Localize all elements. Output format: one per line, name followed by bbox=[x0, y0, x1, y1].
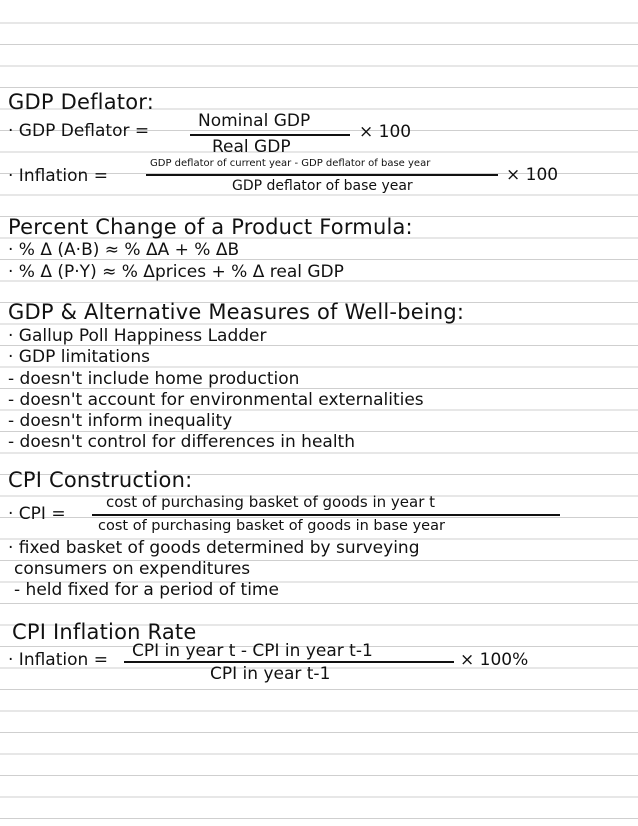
list-item: - doesn't inform inequality bbox=[8, 411, 233, 431]
cpi-construction-heading: CPI Construction: bbox=[8, 468, 193, 492]
inflation-deflator-numerator: GDP deflator of current year - GDP deflator of base year bbox=[150, 158, 431, 169]
percent-change-heading: Percent Change of a Product Formula: bbox=[8, 215, 413, 239]
cpi-inflation-denominator: CPI in year t-1 bbox=[210, 664, 331, 684]
cpi-numerator: cost of purchasing basket of goods in year t bbox=[106, 493, 436, 511]
cpi-inflation-multiplier: × 100% bbox=[460, 650, 529, 670]
inflation-deflator-denominator: GDP deflator of base year bbox=[232, 178, 413, 194]
list-item: - doesn't include home production bbox=[8, 369, 300, 389]
gdp-deflator-numerator: Nominal GDP bbox=[198, 111, 311, 131]
fraction-bar bbox=[92, 514, 560, 516]
percent-change-line-2: · % Δ (P·Y) ≈ % Δprices + % Δ real GDP bbox=[8, 262, 344, 282]
inflation-deflator-multiplier: × 100 bbox=[506, 165, 559, 185]
list-item: · Gallup Poll Happiness Ladder bbox=[8, 326, 267, 346]
list-item: - held fixed for a period of time bbox=[14, 580, 279, 600]
fraction-bar bbox=[124, 661, 454, 663]
gdp-deflator-formula-lhs: · GDP Deflator = bbox=[8, 121, 150, 141]
fraction-bar bbox=[146, 174, 498, 176]
fraction-bar bbox=[190, 134, 350, 136]
cpi-inflation-lhs: · Inflation = bbox=[8, 650, 108, 670]
list-item: - doesn't account for environmental externalities bbox=[8, 390, 424, 410]
gdp-deflator-denominator: Real GDP bbox=[212, 137, 291, 157]
gdp-alternatives-heading: GDP & Alternative Measures of Well-being: bbox=[8, 300, 465, 324]
cpi-formula-lhs: · CPI = bbox=[8, 504, 66, 524]
gdp-deflator-heading: GDP Deflator: bbox=[8, 90, 154, 114]
list-item: · GDP limitations bbox=[8, 347, 150, 367]
cpi-denominator: cost of purchasing basket of goods in base year bbox=[98, 518, 445, 534]
percent-change-line-1: · % Δ (A·B) ≈ % ΔA + % ΔB bbox=[8, 240, 240, 260]
cpi-inflation-heading: CPI Inflation Rate bbox=[12, 620, 197, 644]
cpi-inflation-numerator: CPI in year t - CPI in year t-1 bbox=[132, 641, 373, 661]
list-item: · fixed basket of goods determined by surveying bbox=[8, 538, 420, 558]
list-item: - doesn't control for differences in health bbox=[8, 432, 355, 452]
list-item: consumers on expenditures bbox=[14, 559, 251, 579]
inflation-formula-lhs: · Inflation = bbox=[8, 166, 108, 186]
gdp-deflator-multiplier: × 100 bbox=[359, 122, 412, 142]
